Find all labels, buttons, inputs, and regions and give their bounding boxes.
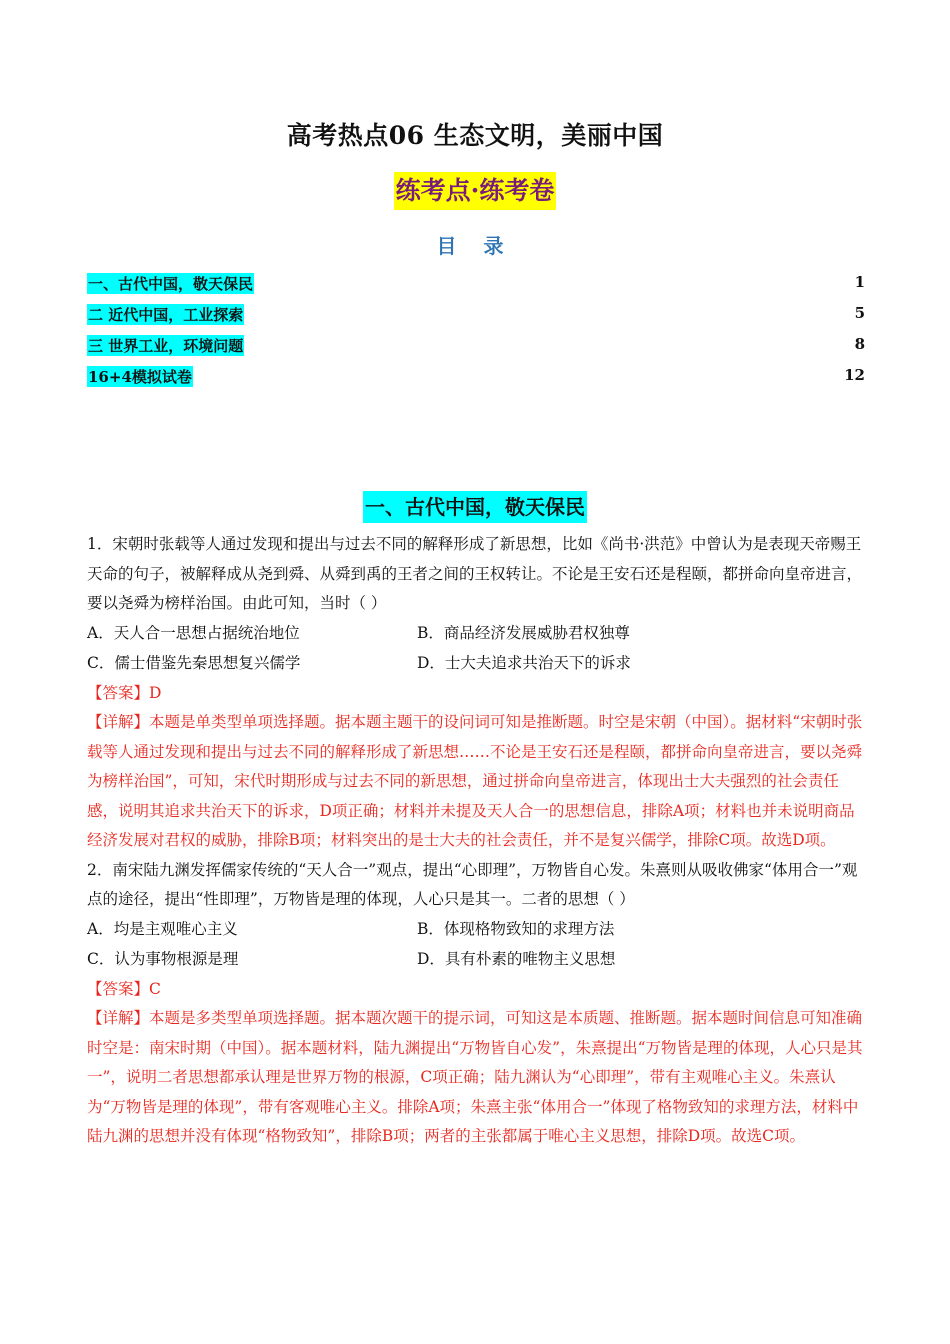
- explanation-label: 【详解】: [87, 1009, 150, 1027]
- document-title: 高考热点06 生态文明，美丽中国: [286, 121, 664, 150]
- toc-item-page: 12: [844, 366, 865, 384]
- question-1-option-a: A．天人合一思想占据统治地位: [87, 623, 300, 642]
- toc-item[interactable]: [87, 363, 865, 394]
- toc-item-page: 1: [854, 273, 865, 291]
- question-2-option-d: D．具有朴素的唯物主义思想: [417, 949, 616, 968]
- answer-value: D: [149, 683, 162, 702]
- section-heading-container: [0, 491, 950, 523]
- explanation-label: 【详解】: [87, 713, 150, 731]
- question-1-explanation: [87, 708, 867, 856]
- question-1-stem: 1．宋朝时张载等人通过发现和提出与过去不同的解释形成了新思想，比如《尚书·洪范》中曾认为是表现天帝赐王天命的句子，被解释成从尧到舜、从舜到禹的王者之间的王权转让。不论是王安石还是程颐，都拼命向皇帝进言，要以尧舜为榜样治国。由此可知，当时（ ）: [87, 535, 863, 612]
- toc-item-label: 二 近代中国，工业探索: [88, 306, 244, 324]
- question-2-option-b: B．体现格物致知的求理方法: [417, 919, 615, 938]
- questions-content: [87, 530, 867, 1152]
- toc-item-label: 一、古代中国，敬天保民: [88, 275, 254, 293]
- subtitle-container: [0, 172, 950, 210]
- explanation-text: 本题是多类型单项选择题。据本题次题干的提示词，可知这是本质题、推断题。据本题时间信息可知准确时空是：南宋时期（中国）。据本题材料，陆九渊提出“万物皆自心发”，朱熹提出“万物皆是理的体现，人心只是其一”，说明二者思想都承认理是世界万物的根源，C项正确；陆九渊认为“心即理”，带有主观唯心主义。朱熹认为“万物皆是理的体现”，带有客观唯心主义。排除A项；朱熹主张“体用合一”体现了格物致知的求理方法，材料中陆九渊的思想并没有体现“格物致知”，排除B项；两者的主张都属于唯心主义思想，排除D项。故选C项。: [87, 1009, 863, 1145]
- toc-item-label: 三 世界工业，环境问题: [88, 337, 244, 355]
- toc-item-page: 8: [854, 335, 865, 353]
- toc-heading: 目 录: [436, 234, 514, 258]
- question-2-explanation: [87, 1004, 867, 1152]
- answer-label: 【答案】: [87, 979, 150, 998]
- toc-item[interactable]: [87, 301, 865, 332]
- section-heading: 一、古代中国，敬天保民: [363, 491, 587, 523]
- question-2-answer: [87, 975, 867, 1005]
- question-2-option-c: C．认为事物根源是理: [87, 949, 239, 968]
- toc-item[interactable]: [87, 332, 865, 363]
- question-1-option-d: D．士大夫追求共治天下的诉求: [417, 653, 631, 672]
- document-subtitle: 练考点·练考卷: [394, 172, 557, 210]
- question-1-option-c: C．儒士借鉴先秦思想复兴儒学: [87, 653, 301, 672]
- answer-label: 【答案】: [87, 683, 150, 702]
- toc-item[interactable]: [87, 270, 865, 301]
- question-2-options: [87, 915, 867, 975]
- explanation-text: 本题是单类型单项选择题。据本题主题干的设问词可知是推断题。时空是宋朝（中国）。据材料“宋朝时张载等人通过发现和提出与过去不同的解释形成了新思想……不论是王安石还是程颐，都拼命向皇帝进言，要以尧舜为榜样治国”，可知，宋代时期形成与过去不同的新思想，通过拼命向皇帝进言，体现出士大夫强烈的社会责任感，说明其追求共治天下的诉求，D项正确；材料并未提及天人合一的思想信息，排除A项；材料也并未说明商品经济发展对君权的威胁，排除B项；材料突出的是士大夫的社会责任，并不是复兴儒学，排除C项。故选D项。: [87, 713, 863, 849]
- question-1-answer: [87, 679, 867, 709]
- toc-item-page: 5: [854, 304, 865, 322]
- question-1-option-b: B．商品经济发展威胁君权独尊: [417, 623, 630, 642]
- answer-value: C: [149, 979, 161, 998]
- table-of-contents: [87, 270, 865, 394]
- question-2-option-a: A．均是主观唯心主义: [87, 919, 238, 938]
- question-1-options: [87, 619, 867, 679]
- toc-item-label: 16+4模拟试卷: [88, 368, 192, 386]
- question-2-stem: 2．南宋陆九渊发挥儒家传统的“天人合一”观点，提出“心即理”，万物皆自心发。朱熹则从吸收佛家“体用合一”观点的途径，提出“性即理”，万物皆是理的体现，人心只是其一。二者的思想（ ）: [87, 860, 858, 908]
